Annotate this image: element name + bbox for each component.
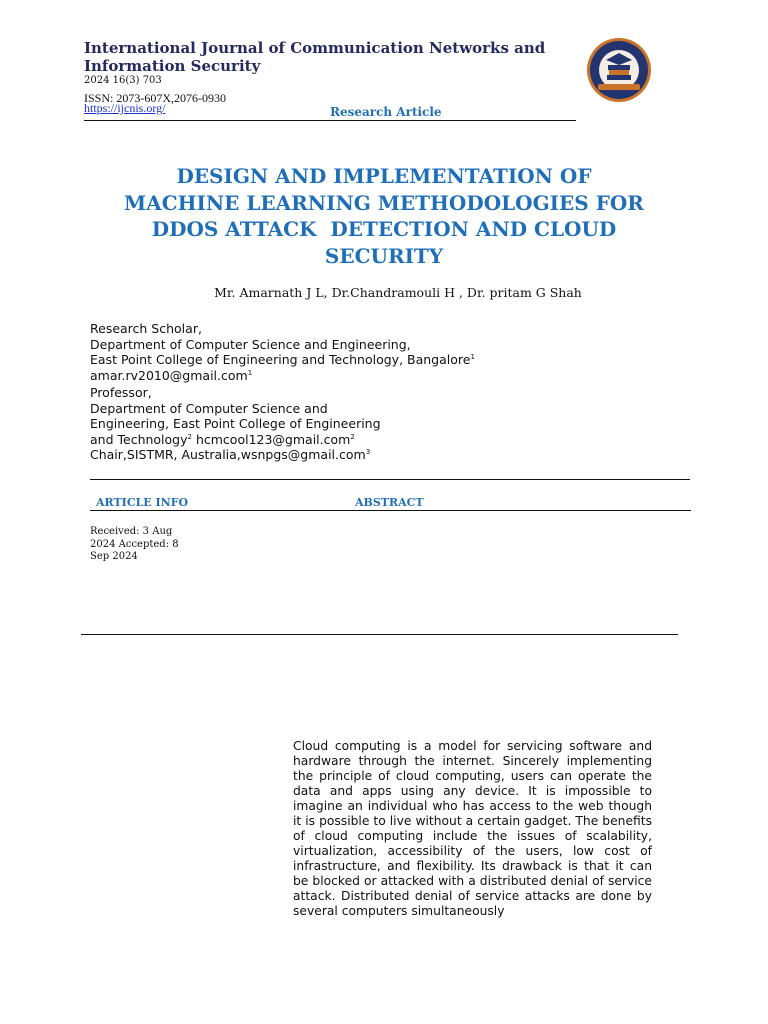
affiliation-mark: 1 [470, 353, 475, 361]
email-text[interactable]: amar.rv2010@gmail.com [90, 367, 248, 383]
article-info-heading: ARTICLE INFO [96, 496, 189, 509]
university-seal-icon [586, 37, 652, 103]
affiliation-dept: Department of Computer Science and [90, 400, 328, 416]
affiliation-inst: Engineering, East Point College of Engineering [90, 416, 381, 431]
affiliation-inst [90, 352, 475, 368]
title-line: SECURITY [324, 243, 444, 268]
section-rule-top [90, 479, 690, 480]
volume-issue: 2024 16(3) 703 [84, 75, 162, 86]
affiliation-chair-text: Chair,SISTMR, Australia,wsnpgs@gmail.com [90, 447, 366, 462]
abstract-body: Cloud computing is a model for servicing software and hardware through the internet. Sincerely implementing the principle of cloud computing, users can operate the data and apps using any device. It is impossible to imagine an individual who has access to the web though it is possible to live without a certain gadget. The benefits of cloud computing include the issues of scalability, virtualization, accessibility of the users, low cost of infrastructure, and flexibility. Its drawback is that it can be blocked or attacked with a distributed denial of service attack. Distributed denial of service attacks are done by several computers simultaneously [293, 739, 652, 918]
affiliations [90, 321, 475, 463]
affiliation-role: Research Scholar, [90, 321, 202, 336]
affiliation-inst-text: East Point College of Engineering and Technology, Bangalore [90, 352, 471, 367]
received-date: Received: 3 Aug [90, 526, 173, 537]
accepted-date-cont: Sep 2024 [90, 551, 138, 562]
affiliation-role: Professor, [90, 385, 152, 400]
section-rule-bottom [81, 634, 678, 635]
affiliation-inst-text: and Technology [90, 431, 188, 447]
journal-url-link[interactable]: https://ijcnis.org/ [84, 101, 166, 115]
title-line: DESIGN AND IMPLEMENTATION OF [176, 164, 592, 188]
affiliation-email [90, 368, 475, 384]
affiliation-mark: 3 [365, 448, 371, 456]
section-rule-mid [90, 510, 691, 511]
accepted-date: 2024 Accepted: 8 [90, 538, 179, 550]
header-rule [84, 120, 576, 121]
affiliation-inst-email [90, 432, 475, 448]
abstract-heading: ABSTRACT [355, 496, 424, 509]
author-list: Mr. Amarnath J L, Dr.Chandramouli H , Dr. pritam G Shah [214, 285, 582, 300]
affiliation-chair [90, 447, 475, 463]
article-type-label: Research Article [330, 105, 442, 119]
affiliation-mark: 2 [187, 432, 192, 441]
paper-title [100, 163, 668, 269]
affiliation-dept: Department of Computer Science and Engineering, [90, 336, 411, 352]
article-dates [90, 526, 179, 564]
affiliation-mark: 2 [350, 432, 355, 441]
email-text[interactable]: hcmcool123@gmail.com [191, 431, 351, 447]
journal-title: International Journal of Communication Networks and Information Security [84, 39, 546, 75]
title-line: DDOS ATTACK DETECTION AND CLOUD [151, 217, 617, 241]
issn: ISSN: 2073-607X,2076-0930 [84, 91, 227, 105]
affiliation-mark: 1 [247, 368, 253, 377]
title-line: MACHINE LEARNING METHODOLOGIES FOR [124, 190, 644, 215]
